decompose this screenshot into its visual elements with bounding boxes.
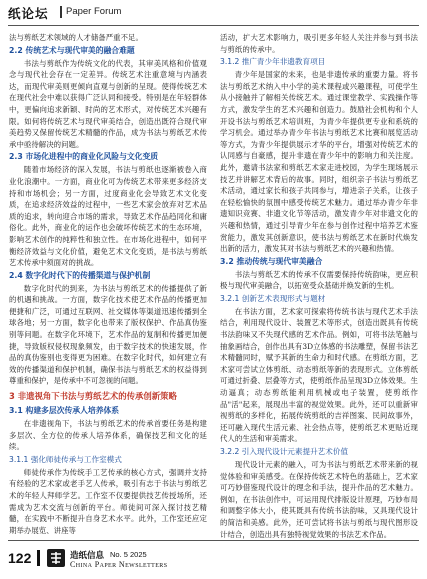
page-number: 122 xyxy=(8,550,32,566)
body-paragraph: 数字化时代的到来，为书法与剪纸艺术的传播提供了新的机遇和挑战。一方面，数字化技术使艺术作品的传播更加便捷和广泛，可通过互联网、社交媒体等渠道迅速传播到全球各地；另一方面，数字化也带来了版权保护、作品真伪鉴别等问题。在数字化环境下，艺术作品的复制和传播更加便捷，导致版权侵权现象频发，由于数字技术的快速发展，作品的真伪鉴别也变得更为困难。在数字化时代，如何建立有效的传播渠道和保护机制，确保书法与剪纸艺术的权益得到尊重和保护，是传承中不可忽视的问题。 xyxy=(9,283,207,386)
body-paragraph: 在非遗视角下，书法与剪纸艺术的传承首要任务是构建多层次、全方位的传承人培养体系，确保技艺和文化的延续。 xyxy=(9,419,207,452)
footer-divider xyxy=(37,550,40,566)
body-paragraph: 活动，扩大艺术影响力，吸引更多年轻人关注并参与到书法与剪纸的传承中。 xyxy=(220,33,418,54)
page-footer xyxy=(8,546,419,574)
subsection-heading: 2.3 市场化进程中的商业化风险与文化变质 xyxy=(9,152,159,162)
body-paragraph: 随着市场经济的深入发展，书法与剪纸也逐渐被卷入商业化浪潮中。一方面，商业化可为传统艺术带来更多经济支持和市场机会；另一方面，过度商业化会导致艺术文化变质，在追求经济效益的过程中，一些艺术家会放弃对艺术品质的追求，转向迎合市场的需求，导致艺术作品趋同化和庸俗化。此外，商业化的运作也会破坏传统艺术的生态环境，影响艺术创作的纯粹性和独立性。在市场化进程中，如何平衡经济效益与文化价值，避免艺术文化变质，是书法与剪纸艺术传承中须面对的挑战。 xyxy=(9,165,207,268)
header-rule xyxy=(8,25,419,26)
subsection-heading: 2.4 数字化时代下的传播渠道与保护机制 xyxy=(9,270,151,280)
magazine-name-english: China Paper Newsletters xyxy=(70,560,168,569)
body-paragraph: 师徒传承作为传统手工艺传承的核心方式，强调并支持有经验的艺术家或老手艺人传承，吸引有志于书法与剪纸艺术的年轻人拜师学艺。工作室不仅要提供技艺传授场所，还需成为艺术交流与创新的平台。师徒间可深入探讨技艺精髓，在实践中不断提升自身艺术水平。此外，工作室还应定期举办展览、讲座等 xyxy=(9,467,207,535)
section-title: 纸论坛 xyxy=(8,6,49,21)
issue-number: No. 5 2025 xyxy=(110,550,147,559)
subsection-heading: 2.2 传统艺术与现代审美的融合难题 xyxy=(9,45,135,55)
sub-subsection-heading: 3.1.2 推广青少年非遗教育项目 xyxy=(220,57,326,67)
body-paragraph: 在书法方面，艺术家可探索将传统书法与现代艺术手法结合，利用现代设计、装置艺术等形式，创造出既具有传统书法韵味又不失现代感的艺术作品。例如，可将书法笔触与抽象画结合，创作出具有3D立体感的书法雕塑，保留书法艺术精髓同时，赋予其新的生命力和时代感。在剪纸方面，艺术家可尝试立体剪纸、动态剪纸等新的表现形式。立体剪纸可通过折叠、层叠等方式，使剪纸作品呈现3D立体效果。生动逼真；动态剪纸能利用机械或电子装置，使剪纸作品"活"起来，展现出丰富的视觉效果。此外，还可以重新审视剪纸的多样化，拓展传统剪纸的吉祥图案、民间故事外，还可融入现代生活元素、社会热点等，使剪纸艺术更贴近现代人的生活和审美需求。 xyxy=(220,306,418,444)
body-paragraph: 法与剪纸艺术领域的人才储备严重不足。 xyxy=(9,33,143,42)
body-paragraph: 书法与剪纸作为传统文化的代表，其审美风格和价值观念与现代社会存在一定差异。传统艺术注重意境与内涵表达，而现代审美则更倾向直观与创新的呈现。使得传统艺术在现代社会中难以获得广泛认同和接受。特别是在年轻群体中，更偏向追求新颖、时尚的艺术形式，对传统艺术兴趣有限。如何将传统艺术与现代审美结合，创造出既符合现代审美趋势又保留传统艺术精髓的作品，成为书法与剪纸艺术传承中亟待解决的问题。 xyxy=(9,58,207,149)
left-column xyxy=(9,32,207,534)
subsection-heading: 3.2 推动传统与现代审美融合 xyxy=(220,256,323,266)
sub-subsection-heading: 3.2.2 引入现代设计元素提升艺术价值 xyxy=(220,447,349,456)
magazine-logo-icon xyxy=(46,548,66,568)
body-paragraph: 现代设计元素的融入，可为书法与剪纸艺术带来新的视觉体验和审美感受。在保持传统艺术特色的基础上，艺术家可巧妙借鉴现代设计的理念和手法，提升作品的艺术魅力。例如，在书法创作中，可运用现代排版设计原理，巧妙布局和调整字体大小，使其既具有传统书法韵味，又具现代设计的简洁和美感。此外，还可尝试将书法与剪纸与现代图形设计结合，创造出具有独特视觉效果的书法艺术作品。 xyxy=(220,460,418,539)
sub-subsection-heading: 3.1.1 强化师徒传承与工作室模式 xyxy=(9,454,122,464)
section-heading: 3 非遗视角下书法与剪纸艺术的传承创新策略 xyxy=(9,391,177,402)
body-paragraph: 青少年是国家的未来，也是非遗传承的重要力量。将书法与剪纸艺术纳入中小学的美术课程或兴趣课程，可使学生从小接触并了解相关传统艺术。通过课堂教学、实践操作等方式，激发学生的艺术兴趣和创造力。鼓励社会机构和个人开设书法与剪纸艺术培训班，为青少年提供更专业和系统的学习机会。通过举办青少年书法与剪纸艺术比赛和展览活动等方式，为青少年提供展示才华的平台，增强对传统艺术的认同感与自豪感，提升非遗在青少年中的影响力和关注度。此外，邀请书法家和剪纸艺术家走进校园，为学生现场展示技艺并讲解艺术背后的故事。同时，组织亲子书法与剪纸艺术活动，通过家长和孩子共同参与，增进亲子关系，让孩子在轻松愉快的氛围中感受传统艺术魅力。通过举办青少年非遗知识竞赛、非遗文化节等活动，激发青少年对非遗文化的兴趣和热情，通过引导青少年在参与创作过程中培养艺术鉴赏能力，激发其创新意识，使书法与剪纸艺术在新时代焕发出新的活力，激发其对书法与剪纸艺术的兴趣和热情。 xyxy=(220,70,418,254)
subsection-heading: 3.1 构建多层次传承人培养体系 xyxy=(9,406,120,416)
sub-subsection-heading: 3.2.1 创新艺术表现形式与题材 xyxy=(220,293,326,303)
right-column xyxy=(220,32,418,539)
footer-rule xyxy=(8,540,419,541)
header-separator xyxy=(60,6,62,18)
page-header xyxy=(8,2,419,24)
magazine-name: 造纸信息 xyxy=(70,551,105,561)
section-title-english: Paper Forum xyxy=(66,6,122,17)
body-paragraph: 书法与剪纸艺术的传承不仅需要保持传统韵味，更应积极与现代审美融合，以拓宽受众基础并焕发新的生机。 xyxy=(220,269,418,291)
